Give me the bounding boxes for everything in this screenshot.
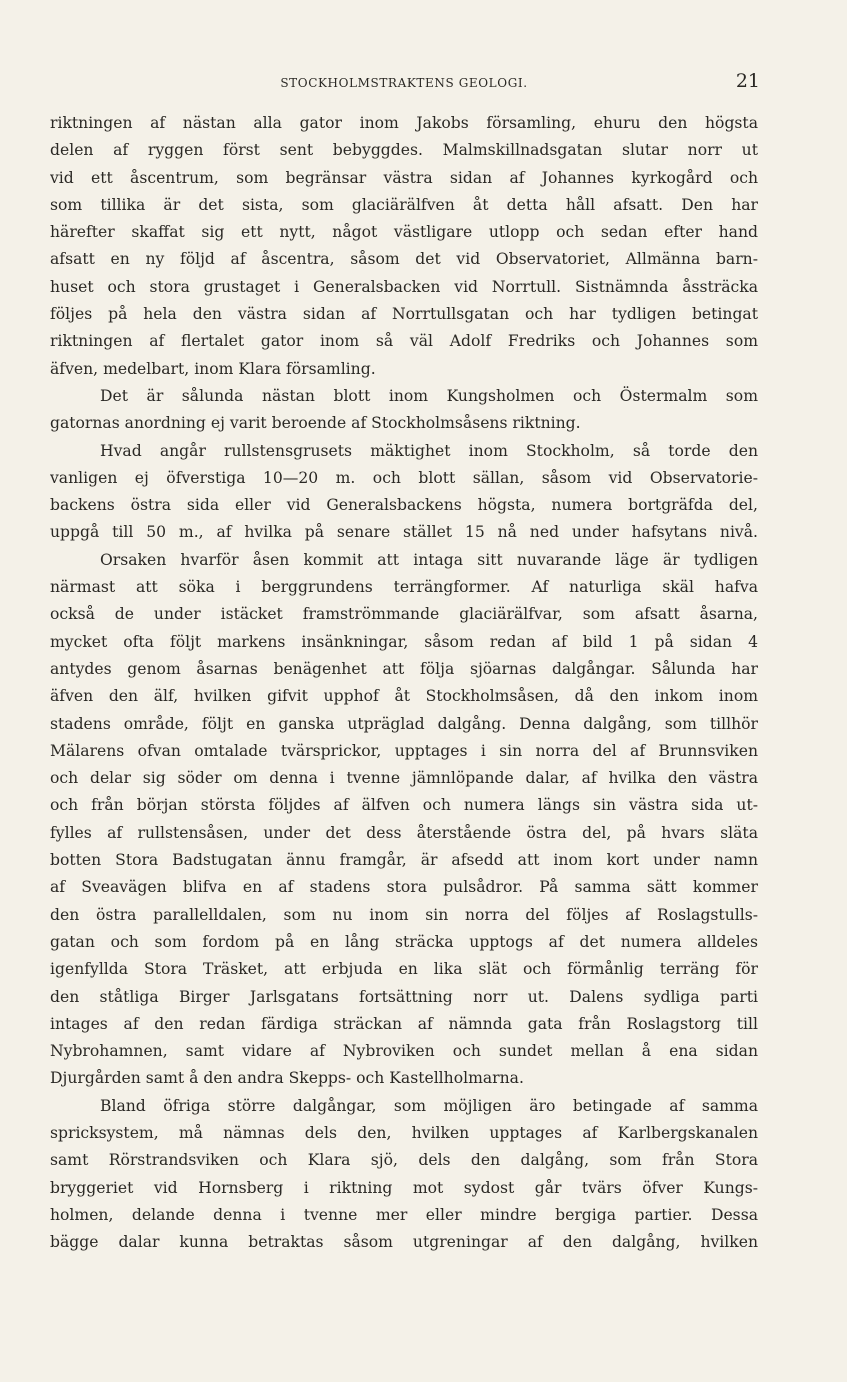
- text-line: afsatt en ny följd af åscentra, såsom det vid Observatoriet, Allmänna barn-: [50, 250, 758, 269]
- text-line: samt Rörstrandsviken och Klara sjö, dels den dalgång, som från Stora: [50, 1151, 758, 1170]
- text-line: den ståtliga Birger Jarlsgatans fortsättning norr ut. Dalens sydliga parti: [50, 987, 758, 1006]
- text-line: delen af ryggen först sent bebyggdes. Malmskillnadsgatan slutar norr ut: [50, 141, 758, 160]
- text-line: botten Stora Badstugatan ännu framgår, är afsedd att inom kort under namn: [50, 851, 758, 870]
- text-line: och från början största följdes af älfven och numera längs sin västra sida ut-: [50, 796, 758, 815]
- text-line: den östra parallelldalen, som nu inom sin norra del följes af Roslagstulls-: [50, 905, 758, 924]
- text-line: följes på hela den västra sidan af Norrtullsgatan och har tydligen betingat: [50, 305, 758, 324]
- text-line: intages af den redan färdiga sträckan af nämnda gata från Roslagstorg till: [50, 1014, 758, 1033]
- text-line: af Sveavägen blifva en af stadens stora pulsådror. På samma sätt kommer: [50, 878, 758, 897]
- text-line: fylles af rullstensåsen, under det dess återstående östra del, på hvars släta: [50, 823, 758, 842]
- text-line: härefter skaffat sig ett nytt, något västligare utlopp och sedan efter hand: [50, 223, 758, 242]
- text-line: Bland öfriga större dalgångar, som möjligen äro betingade af samma: [100, 1096, 758, 1115]
- text-line: uppgå till 50 m., af hvilka på senare stället 15 nå ned under hafsytans nivå.: [50, 523, 758, 542]
- text-line: Mälarens ofvan omtalade tvärsprickor, upptages i sin norra del af Brunnsviken: [50, 741, 758, 760]
- text-line: gatornas anordning ej varit beroende af Stockholmsåsens riktning.: [50, 414, 581, 433]
- text-line: stadens område, följt en ganska utpräglad dalgång. Denna dalgång, som tillhör: [50, 714, 758, 733]
- text-line: Orsaken hvarför åsen kommit att intaga sitt nuvarande läge är tydligen: [100, 550, 758, 569]
- text-line: äfven, medelbart, inom Klara församling.: [50, 359, 376, 378]
- running-title: STOCKHOLMSTRAKTENS GEOLOGI.: [280, 76, 528, 90]
- text-line: vid ett åscentrum, som begränsar västra sidan af Johannes kyrkogård och: [50, 168, 758, 187]
- body-text: [50, 110, 758, 1256]
- page-number: 21: [735, 70, 760, 92]
- book-page: [50, 70, 758, 1370]
- text-line: Djurgården samt å den andra Skepps- och Kastellholmarna.: [50, 1069, 524, 1088]
- text-line: spricksystem, må nämnas dels den, hvilken upptages af Karlbergskanalen: [50, 1123, 758, 1142]
- text-line: riktningen af nästan alla gator inom Jakobs församling, ehuru den högsta: [50, 114, 758, 132]
- text-line: Det är sålunda nästan blott inom Kungsholmen och Östermalm som: [100, 386, 758, 405]
- text-line: bägge dalar kunna betraktas såsom utgreningar af den dalgång, hvilken: [50, 1233, 758, 1252]
- text-line: som tillika är det sista, som glaciärälfven åt detta håll afsatt. Den har: [50, 195, 758, 214]
- text-line: närmast att söka i berggrundens terrängformer. Af naturliga skäl hafva: [50, 578, 758, 597]
- text-line: mycket ofta följt markens insänkningar, såsom redan af bild 1 på sidan 4: [50, 632, 758, 651]
- text-line: Nybrohamnen, samt vidare af Nybroviken och sundet mellan å ena sidan: [50, 1042, 758, 1061]
- text-line: antydes genom åsarnas benägenhet att följa sjöarnas dalgångar. Sålunda har: [50, 659, 758, 678]
- text-line: holmen, delande denna i tvenne mer eller mindre bergiga partier. Dessa: [50, 1205, 758, 1224]
- text-line: äfven den älf, hvilken gifvit upphof åt Stockholmsåsen, då den inkom inom: [50, 687, 758, 706]
- text-line: Hvad angår rullstensgrusets mäktighet inom Stockholm, så torde den: [100, 441, 758, 460]
- text-line: också de under istäcket framströmmande glaciärälfvar, som afsatt åsarna,: [50, 605, 758, 624]
- text-line: och delar sig söder om denna i tvenne jämnlöpande dalar, af hvilka den västra: [50, 769, 758, 788]
- text-line: huset och stora grustaget i Generalsbacken vid Norrtull. Sistnämnda åssträcka: [50, 277, 758, 296]
- text-line: backens östra sida eller vid Generalsbackens högsta, numera bortgräfda del,: [50, 496, 758, 515]
- text-line: igenfyllda Stora Träsket, att erbjuda en lika slät och förmånlig terräng för: [50, 960, 758, 979]
- text-line: bryggeriet vid Hornsberg i riktning mot sydost går tvärs öfver Kungs-: [50, 1178, 758, 1197]
- text-line: gatan och som fordom på en lång sträcka upptogs af det numera alldeles: [50, 932, 758, 951]
- text-line: riktningen af flertalet gator inom så väl Adolf Fredriks och Johannes som: [50, 332, 758, 351]
- running-head: [50, 70, 758, 98]
- text-line: vanligen ej öfverstiga 10—20 m. och blott sällan, såsom vid Observatorie-: [50, 468, 758, 487]
